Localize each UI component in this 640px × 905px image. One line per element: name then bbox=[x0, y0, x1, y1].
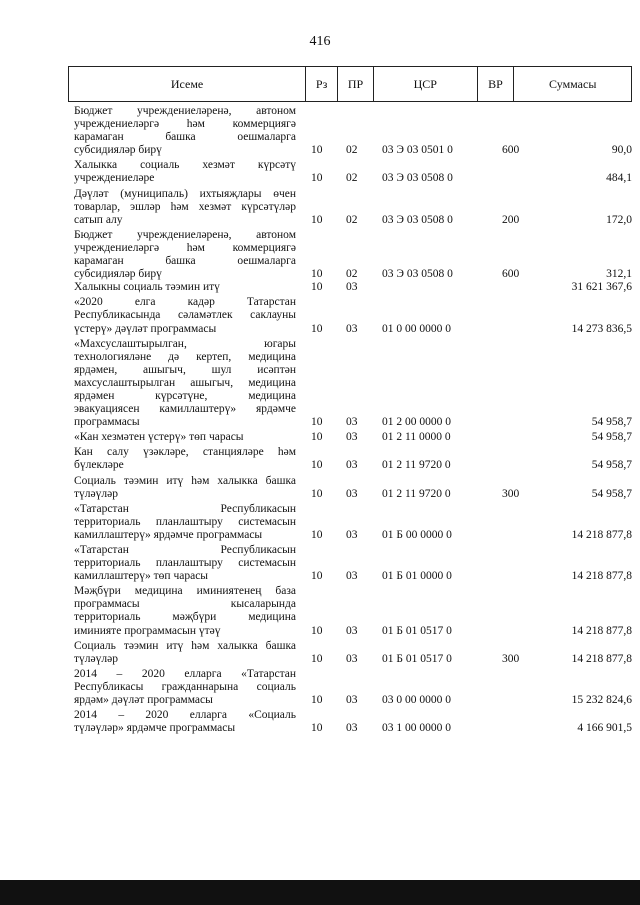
row-name bbox=[74, 188, 296, 227]
row-name-line: «Махсуслаштырылган, югары bbox=[74, 337, 296, 350]
row-name-line: учреждениеләре bbox=[74, 172, 155, 185]
row-rz: 10 bbox=[311, 694, 323, 707]
row-rz: 10 bbox=[311, 570, 323, 583]
row-name-line: Дәүләт (муниципаль) ихтыяҗлары өчен bbox=[74, 187, 296, 200]
table-row bbox=[74, 503, 632, 542]
row-csr: 01 2 11 9720 0 bbox=[382, 487, 451, 500]
table-row bbox=[74, 668, 632, 707]
row-name-line: сатып алу bbox=[74, 213, 123, 226]
row-name bbox=[74, 105, 296, 157]
table-row bbox=[74, 709, 632, 735]
scan-bottom-edge bbox=[0, 880, 640, 905]
row-sum: 484,1 bbox=[606, 172, 632, 185]
row-name-line: Социаль тәэмин итү һәм халыкка башка bbox=[74, 639, 296, 652]
row-pr: 03 bbox=[346, 528, 358, 541]
row-name-line: субсидияләр бирү bbox=[74, 144, 162, 157]
table-row bbox=[74, 281, 632, 294]
row-name bbox=[74, 709, 296, 735]
row-name-line: учреждениеләргә һәм коммерциягә bbox=[74, 241, 296, 254]
row-name-line: территориаль планлаштыру системасын bbox=[74, 515, 296, 528]
row-name-line: «Кан хезмәтен үстерү» төп чарасы bbox=[74, 431, 244, 444]
row-pr: 03 bbox=[346, 722, 358, 735]
row-name-line: «Татарстан Республикасын bbox=[74, 544, 296, 556]
row-name-line: учреждениеләргә һәм коммерциягә bbox=[74, 118, 296, 131]
row-rz: 10 bbox=[311, 528, 323, 541]
row-name-line: Социаль тәэмин итү һәм халыкка башка bbox=[74, 474, 296, 487]
row-pr: 03 bbox=[346, 431, 358, 444]
row-csr: 03 Э 03 0508 0 bbox=[382, 172, 453, 185]
row-sum: 4 166 901,5 bbox=[577, 722, 632, 735]
row-name-line: түләүләр» ярдәмче программасы bbox=[74, 722, 236, 735]
row-pr: 02 bbox=[346, 172, 358, 185]
row-csr: 01 Б 00 0000 0 bbox=[382, 528, 452, 541]
row-sum: 14 218 877,8 bbox=[571, 528, 632, 541]
row-name bbox=[74, 475, 296, 501]
row-name-line: ярдәмен, ашыгыч, шул исәптән bbox=[74, 363, 296, 376]
column-header-csr: ЦСР bbox=[373, 67, 477, 101]
row-rz: 10 bbox=[311, 652, 323, 665]
row-name-line: карамаган башка оешмаларга bbox=[74, 255, 296, 268]
column-header-name: Исеме bbox=[170, 76, 204, 91]
row-pr: 03 bbox=[346, 694, 358, 707]
row-name bbox=[74, 338, 296, 430]
row-name-line: территориаль планлаштыру системасын bbox=[74, 557, 296, 570]
row-name-line: махсуслаштырылган ашыгыч, медицина bbox=[74, 376, 296, 389]
row-name bbox=[74, 431, 296, 444]
table-row bbox=[74, 296, 632, 335]
row-rz: 10 bbox=[311, 213, 323, 226]
row-name-line: «2020 елга кадәр Татарстан bbox=[74, 296, 296, 309]
row-sum: 54 958,7 bbox=[591, 431, 632, 444]
row-sum: 54 958,7 bbox=[591, 416, 632, 429]
row-csr: 03 Э 03 0508 0 bbox=[382, 213, 453, 226]
row-name-line: территориаль мәҗбүри медицина bbox=[74, 611, 296, 624]
row-rz: 10 bbox=[311, 431, 323, 444]
table-row bbox=[74, 229, 632, 281]
row-pr: 02 bbox=[346, 213, 358, 226]
row-csr: 01 2 11 9720 0 bbox=[382, 459, 451, 472]
row-vr: 300 bbox=[502, 652, 520, 665]
row-sum: 90,0 bbox=[611, 144, 632, 157]
row-csr: 03 Э 03 0501 0 bbox=[382, 144, 453, 157]
table-row bbox=[74, 585, 632, 637]
column-header-vr: ВР bbox=[477, 67, 514, 101]
row-pr: 03 bbox=[346, 652, 358, 665]
table-row bbox=[74, 475, 632, 501]
table-row bbox=[74, 431, 632, 444]
row-name bbox=[74, 640, 296, 666]
row-csr: 03 Э 03 0508 0 bbox=[382, 268, 453, 281]
row-name bbox=[74, 229, 296, 281]
page-number: 416 bbox=[309, 34, 331, 49]
row-pr: 03 bbox=[346, 459, 358, 472]
row-name-line: эвакуациясен камиллаштерү» ярдәмче bbox=[74, 403, 296, 416]
row-sum: 14 273 836,5 bbox=[571, 322, 632, 335]
row-name bbox=[74, 281, 296, 294]
row-name-line: 2014 – 2020 елларга «Татарстан bbox=[74, 667, 296, 680]
row-sum: 14 218 877,8 bbox=[571, 652, 632, 665]
row-name-line: Халыкны социаль тәэмин итү bbox=[74, 281, 220, 294]
row-pr: 03 bbox=[346, 570, 358, 583]
row-name bbox=[74, 503, 296, 542]
row-name-line: карамаган башка оешмаларга bbox=[74, 131, 296, 144]
row-pr: 02 bbox=[346, 144, 358, 157]
table-row bbox=[74, 338, 632, 430]
row-csr: 01 2 00 0000 0 bbox=[382, 416, 451, 429]
row-rz: 10 bbox=[311, 624, 323, 637]
row-pr: 03 bbox=[346, 487, 358, 500]
row-name-line: түләүләр bbox=[74, 652, 118, 665]
row-name bbox=[74, 544, 296, 583]
row-csr: 01 Б 01 0517 0 bbox=[382, 624, 452, 637]
row-csr: 03 1 00 0000 0 bbox=[382, 722, 451, 735]
row-name-line: программасы bbox=[74, 416, 140, 429]
row-name bbox=[74, 446, 296, 472]
row-rz: 10 bbox=[311, 722, 323, 735]
row-vr: 300 bbox=[502, 487, 520, 500]
row-name-line: Кан салу үзәкләре, станцияләре һәм bbox=[74, 446, 296, 459]
row-csr: 01 0 00 0000 0 bbox=[382, 322, 451, 335]
row-vr: 600 bbox=[502, 144, 520, 157]
row-pr: 03 bbox=[346, 416, 358, 429]
row-rz: 10 bbox=[311, 268, 323, 281]
row-rz: 10 bbox=[311, 416, 323, 429]
row-name-line: технологияләне дә кертеп, медицина bbox=[74, 350, 296, 363]
row-name-line: Мәҗбүри медицина иминиятенең база bbox=[74, 585, 296, 598]
row-sum: 14 218 877,8 bbox=[571, 570, 632, 583]
row-rz: 10 bbox=[311, 459, 323, 472]
table-row bbox=[74, 105, 632, 157]
row-name-line: товарлар, эшләр һәм хезмәт күрсәтүләр bbox=[74, 200, 296, 213]
row-sum: 15 232 824,6 bbox=[571, 694, 632, 707]
row-name-line: иминияте программасын үтәү bbox=[74, 624, 221, 637]
row-csr: 01 2 11 0000 0 bbox=[382, 431, 451, 444]
row-csr: 01 Б 01 0517 0 bbox=[382, 652, 452, 665]
table-row bbox=[74, 188, 632, 227]
row-name-line: «Татарстан Республикасын bbox=[74, 502, 296, 515]
row-name-line: үстерү» дәүләт программасы bbox=[74, 322, 217, 335]
row-sum: 54 958,7 bbox=[591, 487, 632, 500]
row-rz: 10 bbox=[311, 487, 323, 500]
row-sum: 14 218 877,8 bbox=[571, 624, 632, 637]
column-header-rz: Рз bbox=[305, 67, 337, 101]
row-rz: 10 bbox=[311, 144, 323, 157]
table-body bbox=[74, 105, 632, 735]
row-name-line: 2014 – 2020 елларга «Социаль bbox=[74, 709, 296, 722]
row-vr: 600 bbox=[502, 268, 520, 281]
row-sum: 172,0 bbox=[606, 213, 632, 226]
row-name bbox=[74, 585, 296, 637]
table-header bbox=[68, 66, 632, 102]
row-csr: 01 Б 01 0000 0 bbox=[382, 570, 452, 583]
row-pr: 03 bbox=[346, 624, 358, 637]
table-row bbox=[74, 159, 632, 185]
row-name-line: камиллаштерү» ярдәмче программасы bbox=[74, 528, 263, 541]
row-sum: 312,1 bbox=[606, 268, 632, 281]
row-name-line: Республикасында сәламәтлек саклауны bbox=[74, 309, 296, 322]
table-row bbox=[74, 446, 632, 472]
column-header-sum: Суммасы bbox=[513, 67, 631, 101]
row-name bbox=[74, 159, 296, 185]
row-name-line: субсидияләр бирү bbox=[74, 268, 162, 281]
row-name-line: ярдәмен күрсәтүне, медицина bbox=[74, 389, 296, 402]
row-vr: 200 bbox=[502, 213, 520, 226]
table-row bbox=[74, 640, 632, 666]
row-sum: 31 621 367,6 bbox=[571, 281, 632, 294]
row-name-line: Бюджет учреждениеләренә, автоном bbox=[74, 228, 296, 241]
row-pr: 02 bbox=[346, 268, 358, 281]
row-sum: 54 958,7 bbox=[591, 459, 632, 472]
table-row bbox=[74, 544, 632, 583]
row-rz: 10 bbox=[311, 172, 323, 185]
row-name-line: Халыкка социаль хезмәт күрсәтү bbox=[74, 159, 296, 172]
row-name-line: программасы кысаларында bbox=[74, 598, 296, 611]
row-rz: 10 bbox=[311, 281, 323, 294]
row-pr: 03 bbox=[346, 281, 358, 294]
row-name-line: Республикасы гражданнарына социаль bbox=[74, 680, 296, 693]
row-name-line: ярдәм» дәүләт программасы bbox=[74, 694, 213, 707]
row-name-line: түләүләр bbox=[74, 487, 118, 500]
row-csr: 03 0 00 0000 0 bbox=[382, 694, 451, 707]
row-name-line: камиллаштерү» төп чарасы bbox=[74, 570, 209, 583]
row-name-line: бүлекләре bbox=[74, 459, 124, 472]
row-rz: 10 bbox=[311, 322, 323, 335]
row-pr: 03 bbox=[346, 322, 358, 335]
row-name-line: Бюджет учреждениеләренә, автоном bbox=[74, 105, 296, 117]
row-name bbox=[74, 668, 296, 707]
column-header-pr: ПР bbox=[337, 67, 373, 101]
row-name bbox=[74, 296, 296, 335]
